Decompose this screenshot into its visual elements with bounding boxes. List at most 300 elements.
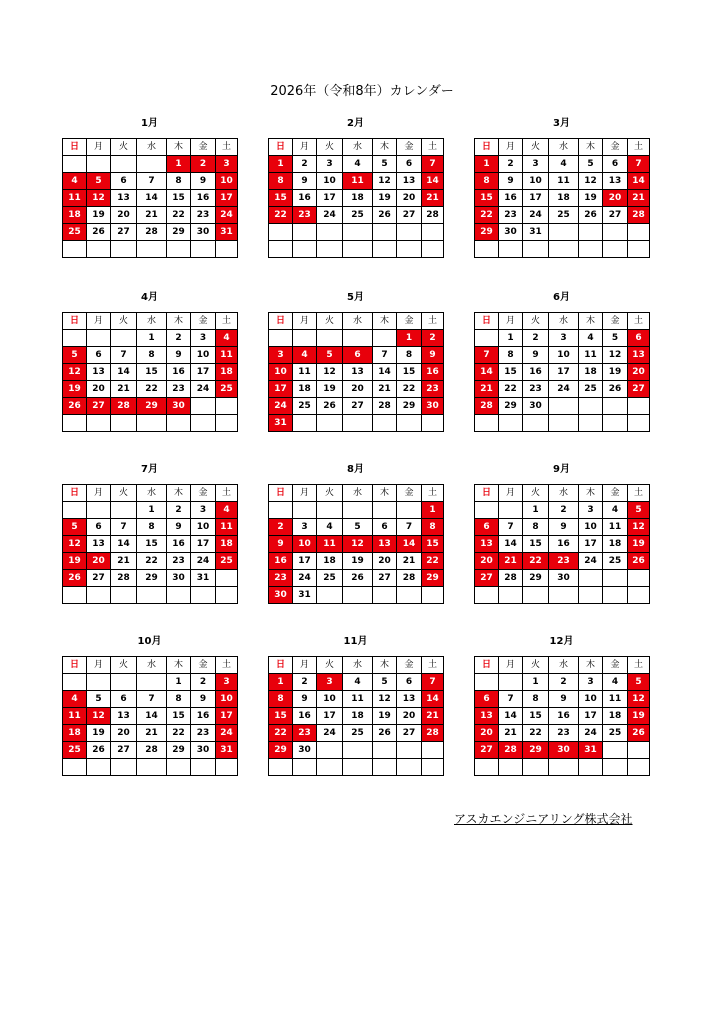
day-cell: 8 — [167, 173, 191, 190]
week-row — [269, 536, 444, 553]
weekday-header: 月 — [293, 485, 317, 502]
holiday-cell: 26 — [63, 570, 87, 587]
day-cell: 27 — [397, 725, 422, 742]
holiday-cell: 8 — [269, 173, 293, 190]
holiday-cell: 27 — [87, 398, 111, 415]
holiday-cell: 1 — [475, 156, 499, 173]
day-cell: 17 — [579, 536, 603, 553]
month-calendar — [474, 634, 649, 776]
weekday-header: 水 — [549, 657, 579, 674]
day-cell: 13 — [397, 173, 422, 190]
day-cell: 19 — [343, 553, 373, 570]
week-row — [475, 190, 650, 207]
empty-cell — [422, 587, 444, 604]
empty-cell — [422, 759, 444, 776]
empty-cell — [422, 742, 444, 759]
holiday-cell: 12 — [87, 708, 111, 725]
holiday-cell: 9 — [269, 536, 293, 553]
day-cell: 31 — [191, 570, 216, 587]
day-cell: 15 — [499, 364, 523, 381]
holiday-cell: 26 — [628, 725, 650, 742]
holiday-cell: 31 — [216, 742, 238, 759]
empty-cell — [87, 674, 111, 691]
weekday-header: 日 — [63, 657, 87, 674]
day-cell: 23 — [191, 207, 216, 224]
day-cell: 20 — [111, 207, 137, 224]
weekday-header: 水 — [343, 139, 373, 156]
empty-cell — [343, 502, 373, 519]
day-cell: 22 — [523, 725, 549, 742]
empty-cell — [499, 759, 523, 776]
month-name: 10月 — [137, 636, 162, 647]
month-table — [268, 656, 444, 776]
day-cell: 11 — [603, 691, 628, 708]
day-cell: 6 — [111, 173, 137, 190]
day-cell: 15 — [523, 708, 549, 725]
day-cell: 8 — [499, 347, 523, 364]
holiday-cell: 27 — [475, 742, 499, 759]
day-cell: 23 — [167, 381, 191, 398]
holiday-cell: 11 — [63, 708, 87, 725]
day-cell: 7 — [397, 519, 422, 536]
holiday-cell: 28 — [111, 398, 137, 415]
day-cell: 4 — [603, 674, 628, 691]
week-row — [269, 156, 444, 173]
week-row — [475, 381, 650, 398]
week-row — [269, 502, 444, 519]
weekday-header: 月 — [87, 485, 111, 502]
weekday-header: 月 — [293, 657, 317, 674]
day-cell: 8 — [523, 519, 549, 536]
empty-cell — [111, 330, 137, 347]
empty-cell — [191, 241, 216, 258]
holiday-cell: 30 — [549, 742, 579, 759]
day-cell: 6 — [397, 156, 422, 173]
holiday-cell: 19 — [63, 553, 87, 570]
holiday-cell: 15 — [422, 536, 444, 553]
day-cell: 10 — [191, 347, 216, 364]
week-row — [269, 674, 444, 691]
week-row — [475, 173, 650, 190]
empty-cell — [137, 415, 167, 432]
weekday-header: 金 — [191, 313, 216, 330]
month-calendar — [474, 290, 649, 432]
holiday-cell: 21 — [422, 190, 444, 207]
holiday-cell: 25 — [63, 224, 87, 241]
month-calendar — [62, 116, 237, 258]
week-row — [269, 708, 444, 725]
holiday-cell: 11 — [317, 536, 343, 553]
holiday-cell: 1 — [167, 156, 191, 173]
weekday-header: 日 — [269, 657, 293, 674]
month-calendar — [62, 634, 237, 776]
month-name: 4月 — [141, 292, 158, 303]
holiday-cell: 25 — [216, 381, 238, 398]
day-cell: 14 — [499, 708, 523, 725]
empty-cell — [137, 156, 167, 173]
empty-cell — [397, 587, 422, 604]
holiday-cell: 3 — [216, 156, 238, 173]
holiday-cell: 18 — [216, 364, 238, 381]
holiday-cell: 22 — [475, 207, 499, 224]
day-cell: 27 — [373, 570, 397, 587]
day-cell: 22 — [499, 381, 523, 398]
day-cell: 2 — [167, 330, 191, 347]
weekday-header: 火 — [317, 485, 343, 502]
weekday-header-row — [269, 139, 444, 156]
day-cell: 16 — [523, 364, 549, 381]
holiday-cell: 3 — [317, 674, 343, 691]
day-cell: 15 — [137, 536, 167, 553]
holiday-cell: 13 — [373, 536, 397, 553]
empty-cell — [628, 398, 650, 415]
day-cell: 14 — [137, 190, 167, 207]
week-row — [63, 536, 238, 553]
company-name: アスカエンジニアリング株式会社 — [454, 812, 633, 826]
day-cell: 20 — [111, 725, 137, 742]
week-row — [475, 415, 650, 432]
empty-cell — [422, 224, 444, 241]
empty-cell — [397, 742, 422, 759]
holiday-cell: 29 — [137, 398, 167, 415]
empty-cell — [523, 415, 549, 432]
empty-cell — [343, 742, 373, 759]
day-cell: 29 — [167, 224, 191, 241]
empty-cell — [269, 502, 293, 519]
day-cell: 16 — [549, 708, 579, 725]
empty-cell — [111, 674, 137, 691]
weekday-header: 水 — [549, 485, 579, 502]
day-cell: 16 — [549, 536, 579, 553]
empty-cell — [475, 415, 499, 432]
day-cell: 3 — [191, 330, 216, 347]
day-cell: 16 — [293, 708, 317, 725]
week-row — [63, 674, 238, 691]
month-name: 7月 — [141, 464, 158, 475]
holiday-cell: 2 — [191, 156, 216, 173]
day-cell: 30 — [523, 398, 549, 415]
day-cell: 26 — [87, 224, 111, 241]
day-cell: 22 — [167, 725, 191, 742]
day-cell: 1 — [523, 502, 549, 519]
weekday-header: 火 — [317, 139, 343, 156]
empty-cell — [343, 415, 373, 432]
day-cell: 18 — [343, 190, 373, 207]
week-row — [269, 241, 444, 258]
day-cell: 2 — [293, 156, 317, 173]
weekday-header: 土 — [628, 657, 650, 674]
holiday-cell: 30 — [269, 587, 293, 604]
week-row — [269, 742, 444, 759]
holiday-cell: 12 — [628, 519, 650, 536]
day-cell: 26 — [373, 725, 397, 742]
weekday-header: 金 — [603, 139, 628, 156]
weekday-header: 日 — [63, 139, 87, 156]
holiday-cell: 23 — [269, 570, 293, 587]
holiday-cell: 1 — [269, 674, 293, 691]
week-row — [63, 415, 238, 432]
week-row — [475, 398, 650, 415]
empty-cell — [549, 224, 579, 241]
day-cell: 19 — [579, 190, 603, 207]
holiday-cell: 21 — [475, 381, 499, 398]
holiday-cell: 12 — [87, 190, 111, 207]
day-cell: 11 — [549, 173, 579, 190]
holiday-cell: 27 — [475, 570, 499, 587]
holiday-cell: 23 — [293, 725, 317, 742]
weekday-header: 金 — [603, 313, 628, 330]
holiday-cell: 8 — [269, 691, 293, 708]
day-cell: 21 — [499, 725, 523, 742]
holiday-cell: 4 — [63, 173, 87, 190]
empty-cell — [628, 759, 650, 776]
holiday-cell: 12 — [343, 536, 373, 553]
holiday-cell: 11 — [63, 190, 87, 207]
holiday-cell: 4 — [216, 502, 238, 519]
empty-cell — [87, 241, 111, 258]
empty-cell — [397, 759, 422, 776]
empty-cell — [293, 759, 317, 776]
holiday-cell: 9 — [422, 347, 444, 364]
empty-cell — [397, 241, 422, 258]
day-cell: 22 — [397, 381, 422, 398]
day-cell: 31 — [523, 224, 549, 241]
empty-cell — [373, 415, 397, 432]
week-row — [475, 207, 650, 224]
empty-cell — [111, 156, 137, 173]
week-row — [269, 519, 444, 536]
day-cell: 12 — [317, 364, 343, 381]
month-table — [268, 484, 444, 604]
empty-cell — [373, 330, 397, 347]
day-cell: 22 — [167, 207, 191, 224]
holiday-cell: 17 — [216, 708, 238, 725]
weekday-header: 日 — [475, 313, 499, 330]
weekday-header: 日 — [269, 485, 293, 502]
weekday-header: 日 — [269, 313, 293, 330]
week-row — [269, 570, 444, 587]
empty-cell — [499, 502, 523, 519]
day-cell: 5 — [87, 691, 111, 708]
day-cell: 10 — [579, 519, 603, 536]
day-cell: 8 — [523, 691, 549, 708]
day-cell: 24 — [579, 553, 603, 570]
holiday-cell: 26 — [63, 398, 87, 415]
holiday-cell: 21 — [499, 553, 523, 570]
week-row — [475, 224, 650, 241]
week-row — [269, 330, 444, 347]
weekday-header: 木 — [167, 313, 191, 330]
week-row — [475, 553, 650, 570]
empty-cell — [343, 587, 373, 604]
month-table — [474, 484, 650, 604]
month-calendar — [268, 290, 443, 432]
empty-cell — [317, 587, 343, 604]
day-cell: 29 — [167, 742, 191, 759]
weekday-header: 金 — [397, 139, 422, 156]
week-row — [475, 742, 650, 759]
day-cell: 4 — [579, 330, 603, 347]
month-table — [268, 312, 444, 432]
empty-cell — [628, 742, 650, 759]
week-row — [269, 587, 444, 604]
empty-cell — [373, 742, 397, 759]
empty-cell — [603, 742, 628, 759]
week-row — [63, 708, 238, 725]
week-row — [475, 587, 650, 604]
empty-cell — [63, 156, 87, 173]
week-row — [269, 364, 444, 381]
day-cell: 14 — [499, 536, 523, 553]
week-row — [269, 553, 444, 570]
holiday-cell: 18 — [216, 536, 238, 553]
holiday-cell: 17 — [269, 381, 293, 398]
day-cell: 21 — [397, 553, 422, 570]
weekday-header: 土 — [216, 657, 238, 674]
day-cell: 22 — [137, 381, 167, 398]
day-cell: 26 — [603, 381, 628, 398]
week-row — [475, 502, 650, 519]
weekday-header-row — [475, 139, 650, 156]
day-cell: 15 — [397, 364, 422, 381]
day-cell: 12 — [579, 173, 603, 190]
day-cell: 28 — [111, 570, 137, 587]
weekday-header: 水 — [137, 139, 167, 156]
empty-cell — [293, 224, 317, 241]
week-row — [269, 381, 444, 398]
day-cell: 25 — [579, 381, 603, 398]
weekday-header: 金 — [191, 139, 216, 156]
empty-cell — [603, 587, 628, 604]
holiday-cell: 19 — [628, 536, 650, 553]
holiday-cell: 6 — [343, 347, 373, 364]
holiday-cell: 22 — [269, 725, 293, 742]
day-cell: 2 — [549, 502, 579, 519]
day-cell: 17 — [317, 190, 343, 207]
weekday-header: 金 — [191, 485, 216, 502]
holiday-cell: 20 — [87, 553, 111, 570]
week-row — [269, 207, 444, 224]
day-cell: 9 — [167, 519, 191, 536]
day-cell: 10 — [523, 173, 549, 190]
day-cell: 1 — [137, 502, 167, 519]
empty-cell — [167, 587, 191, 604]
empty-cell — [579, 415, 603, 432]
empty-cell — [111, 415, 137, 432]
holiday-cell: 6 — [475, 519, 499, 536]
day-cell: 30 — [167, 570, 191, 587]
empty-cell — [499, 415, 523, 432]
weekday-header: 水 — [549, 139, 579, 156]
empty-cell — [87, 502, 111, 519]
holiday-cell: 23 — [422, 381, 444, 398]
day-cell: 16 — [293, 190, 317, 207]
day-cell: 23 — [191, 725, 216, 742]
empty-cell — [63, 241, 87, 258]
day-cell: 3 — [523, 156, 549, 173]
weekday-header: 土 — [628, 313, 650, 330]
day-cell: 3 — [317, 156, 343, 173]
week-row — [63, 725, 238, 742]
empty-cell — [111, 241, 137, 258]
day-cell: 24 — [579, 725, 603, 742]
holiday-cell: 19 — [63, 381, 87, 398]
empty-cell — [191, 398, 216, 415]
month-calendar — [268, 116, 443, 258]
day-cell: 7 — [499, 519, 523, 536]
day-cell: 23 — [523, 381, 549, 398]
day-cell: 21 — [111, 381, 137, 398]
month-table — [474, 138, 650, 258]
weekday-header: 土 — [628, 139, 650, 156]
weekday-header: 月 — [499, 313, 523, 330]
holiday-cell: 31 — [269, 415, 293, 432]
day-cell: 17 — [523, 190, 549, 207]
empty-cell — [397, 224, 422, 241]
day-cell: 20 — [397, 708, 422, 725]
empty-cell — [269, 759, 293, 776]
day-cell: 27 — [111, 742, 137, 759]
empty-cell — [628, 415, 650, 432]
day-cell: 6 — [603, 156, 628, 173]
weekday-header: 水 — [549, 313, 579, 330]
day-cell: 25 — [603, 553, 628, 570]
day-cell: 2 — [549, 674, 579, 691]
holiday-cell: 22 — [523, 553, 549, 570]
holiday-cell: 10 — [216, 691, 238, 708]
month-name: 5月 — [347, 292, 364, 303]
day-cell: 14 — [137, 708, 167, 725]
empty-cell — [317, 759, 343, 776]
day-cell: 28 — [137, 224, 167, 241]
month-calendar — [268, 634, 443, 776]
month-table — [62, 484, 238, 604]
month-name: 12月 — [549, 636, 574, 647]
week-row — [475, 708, 650, 725]
day-cell: 31 — [293, 587, 317, 604]
holiday-cell: 1 — [422, 502, 444, 519]
day-cell: 5 — [373, 674, 397, 691]
week-row — [63, 207, 238, 224]
empty-cell — [293, 241, 317, 258]
empty-cell — [628, 570, 650, 587]
holiday-cell: 12 — [628, 691, 650, 708]
day-cell: 28 — [373, 398, 397, 415]
holiday-cell: 4 — [63, 691, 87, 708]
day-cell: 21 — [373, 381, 397, 398]
day-cell: 18 — [293, 381, 317, 398]
empty-cell — [343, 759, 373, 776]
empty-cell — [523, 587, 549, 604]
day-cell: 2 — [499, 156, 523, 173]
holiday-cell: 31 — [216, 224, 238, 241]
empty-cell — [499, 241, 523, 258]
weekday-header: 火 — [523, 485, 549, 502]
weekday-header: 水 — [137, 657, 167, 674]
day-cell: 10 — [317, 173, 343, 190]
empty-cell — [579, 570, 603, 587]
empty-cell — [293, 502, 317, 519]
day-cell: 25 — [317, 570, 343, 587]
day-cell: 30 — [191, 742, 216, 759]
weekday-header: 金 — [397, 657, 422, 674]
week-row — [475, 330, 650, 347]
holiday-cell: 7 — [628, 156, 650, 173]
holiday-cell: 29 — [475, 224, 499, 241]
empty-cell — [549, 759, 579, 776]
weekday-header: 木 — [167, 139, 191, 156]
day-cell: 26 — [579, 207, 603, 224]
